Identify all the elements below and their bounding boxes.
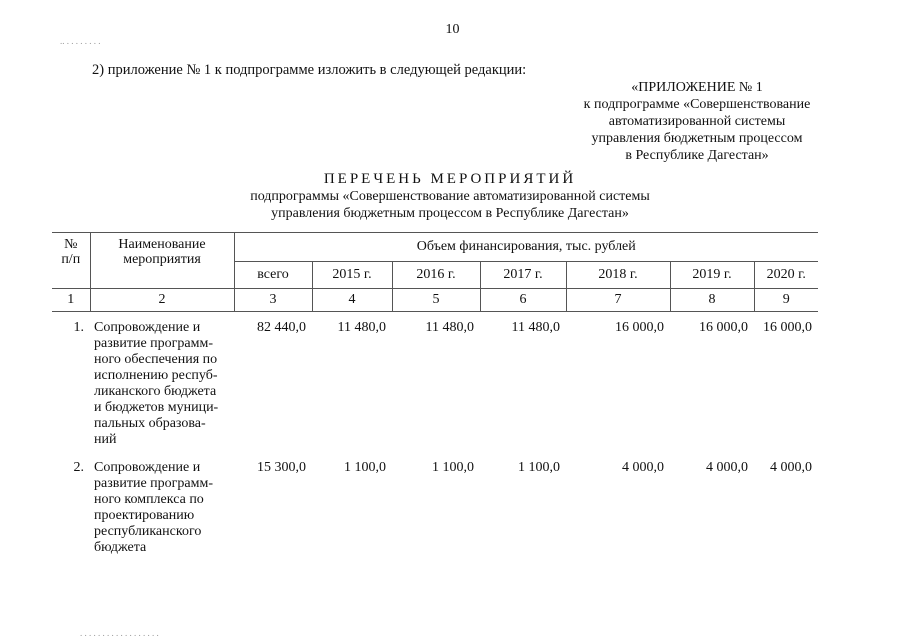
col-year-header: 2018 г. (566, 262, 670, 289)
index-cell: 8 (670, 289, 754, 312)
document-subtitle: подпрограммы «Совершенствование автоматизированной системы (250, 189, 650, 204)
list-heading (150, 171, 750, 222)
year-value: 11 480,0 (425, 320, 474, 335)
col-year-header: 2019 г. (670, 262, 754, 289)
index-cell: 7 (566, 289, 670, 312)
scan-artifact: . . . . . . . . . . . . . . . . . . (80, 628, 159, 638)
appendix-line: к подпрограмме «Совершенствование (583, 97, 811, 112)
table-row (52, 312, 818, 451)
intro-text: 2) приложение № 1 к подпрограмме изложить в следующей редакции: (92, 62, 527, 78)
event-name: Сопровождение и развитие программ- ного комплекса по проектированию республиканского бюджета (94, 460, 213, 555)
col-number-header: № п/п (52, 233, 90, 289)
year-value: 4 000,0 (770, 460, 812, 475)
page-number: 10 (445, 22, 460, 37)
year-value: 4 000,0 (706, 460, 748, 475)
appendix-line: «ПРИЛОЖЕНИЕ № 1 (631, 80, 763, 95)
year-value: 1 100,0 (518, 460, 560, 475)
index-cell: 9 (754, 289, 818, 312)
col-total-header: всего (234, 262, 312, 289)
col-year-header: 2015 г. (312, 262, 392, 289)
year-value: 11 480,0 (511, 320, 560, 335)
appendix-line: в Республике Дагестан» (625, 148, 769, 163)
table-row (52, 450, 818, 560)
appendix-caption (547, 79, 847, 164)
year-value: 11 480,0 (337, 320, 386, 335)
index-cell: 2 (90, 289, 234, 312)
row-number: 1. (73, 320, 84, 335)
year-value: 16 000,0 (763, 320, 812, 335)
event-name: Сопровождение и развитие программ- ного обеспечения по исполнению респуб- ликанского бюджета и бюджетов муници- пальных образова- ний (94, 320, 219, 447)
year-value: 1 100,0 (344, 460, 386, 475)
appendix-line: автоматизированной системы (608, 114, 786, 129)
scan-artifact: .. . . . . . . . . (60, 36, 101, 46)
year-value: 4 000,0 (622, 460, 664, 475)
index-cell: 1 (52, 289, 90, 312)
col-name-header: Наименование мероприятия (90, 233, 234, 289)
col-year-header: 2016 г. (392, 262, 480, 289)
index-cell: 6 (480, 289, 566, 312)
total-value: 82 440,0 (257, 320, 306, 335)
total-value: 15 300,0 (257, 460, 306, 475)
index-cell: 5 (392, 289, 480, 312)
document-subtitle: управления бюджетным процессом в Республике Дагестан» (271, 206, 629, 221)
year-value: 16 000,0 (699, 320, 748, 335)
col-year-header: 2017 г. (480, 262, 566, 289)
document-title: ПЕРЕЧЕНЬ МЕРОПРИЯТИЙ (323, 171, 577, 187)
row-number: 2. (73, 460, 84, 475)
appendix-line: управления бюджетным процессом (591, 131, 803, 146)
index-cell: 4 (312, 289, 392, 312)
year-value: 16 000,0 (615, 320, 664, 335)
events-table (52, 232, 818, 560)
col-year-header: 2020 г. (754, 262, 818, 289)
index-cell: 3 (234, 289, 312, 312)
year-value: 1 100,0 (432, 460, 474, 475)
funding-header: Объем финансирования, тыс. рублей (234, 233, 818, 262)
